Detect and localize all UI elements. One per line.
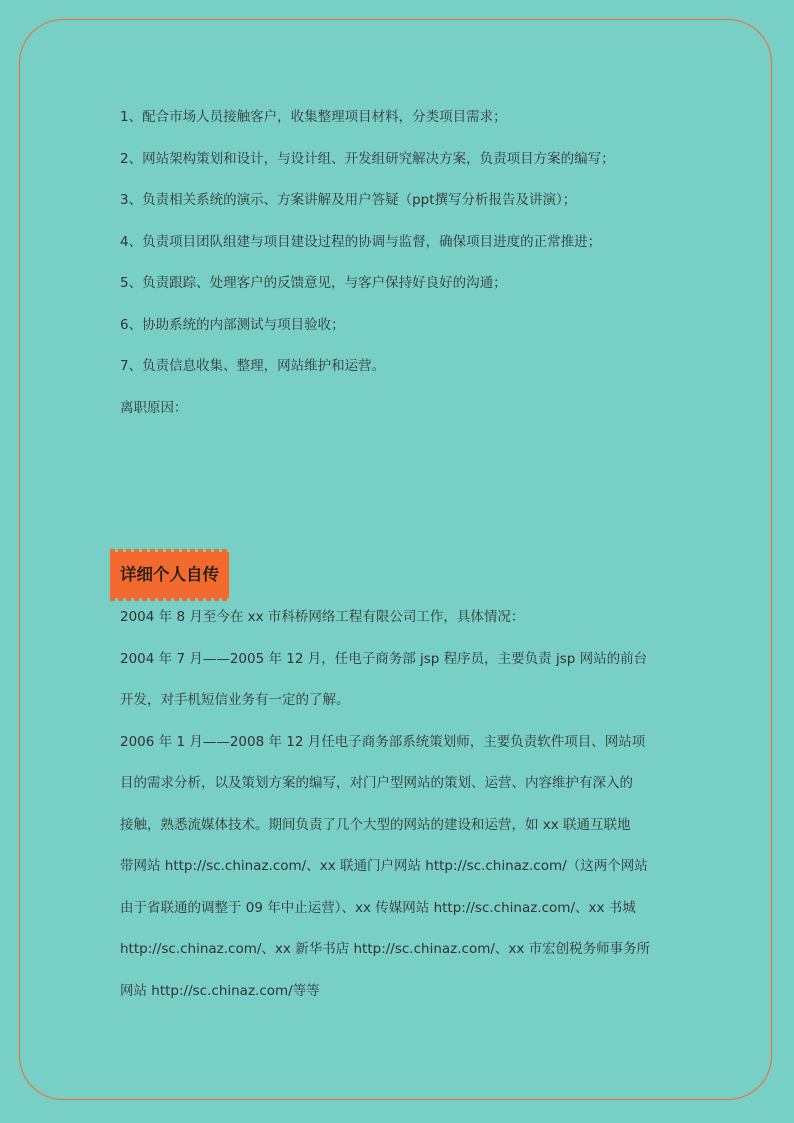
section-heading-tag	[110, 552, 229, 598]
duty-item: 1、配合市场人员接触客户，收集整理项目材料，分类项目需求；	[120, 109, 507, 125]
bio-line: 由于省联通的调整于 09 年中止运营）、xx 传媒网站 http://sc.chinaz.com/、xx 书城	[120, 899, 636, 916]
bio-line: 开发，对手机短信业务有一定的了解。	[120, 692, 350, 708]
section-title: 详细个人自传	[120, 565, 219, 584]
bio-line: 网站 http://sc.chinaz.com/等等	[120, 982, 320, 999]
bio-line: 带网站 http://sc.chinaz.com/、xx 联通门户网站 http://sc.chinaz.com/（这两个网站	[120, 858, 648, 874]
duty-item: 6、协助系统的内部测试与项目验收；	[120, 316, 345, 333]
job-duties-list	[120, 108, 680, 440]
bio-line: 接触，熟悉流媒体技术。期间负责了几个大型的网站的建设和运营，如 xx 联通互联地	[120, 816, 631, 833]
bio-line: 目的需求分析，以及策划方案的编写，对门户型网站的策划、运营、内容维护有深入的	[120, 775, 633, 791]
duty-item: 2、网站架构策划和设计，与设计组、开发组研究解决方案，负责项目方案的编写；	[120, 150, 615, 167]
duty-item: 7、负责信息收集、整理，网站维护和运营。	[120, 358, 386, 374]
bio-line: 2006 年 1 月——2008 年 12 月任电子商务部系统策划师，主要负责软件项目、网站项	[120, 733, 646, 750]
bio-line: 2004 年 8 月至今在 xx 市科桥网络工程有限公司工作，具体情况：	[120, 609, 525, 625]
leave-reason-label: 离职原因：	[120, 399, 188, 416]
duty-item: 5、负责跟踪、处理客户的反馈意见，与客户保持好良好的沟通；	[120, 275, 507, 291]
bio-line: 2004 年 7 月——2005 年 12 月，任电子商务部 jsp 程序员，主要负责 jsp 网站的前台	[120, 650, 648, 667]
duty-item: 4、负责项目团队组建与项目建设过程的协调与监督，确保项目进度的正常推进；	[120, 233, 602, 250]
duty-item: 3、负责相关系统的演示、方案讲解及用户答疑（ppt撰写分析报告及讲演）；	[120, 192, 577, 208]
autobiography-text	[120, 608, 680, 1023]
bio-line: http://sc.chinaz.com/、xx 新华书店 http://sc.chinaz.com/、xx 市宏创税务师事务所	[120, 941, 651, 957]
